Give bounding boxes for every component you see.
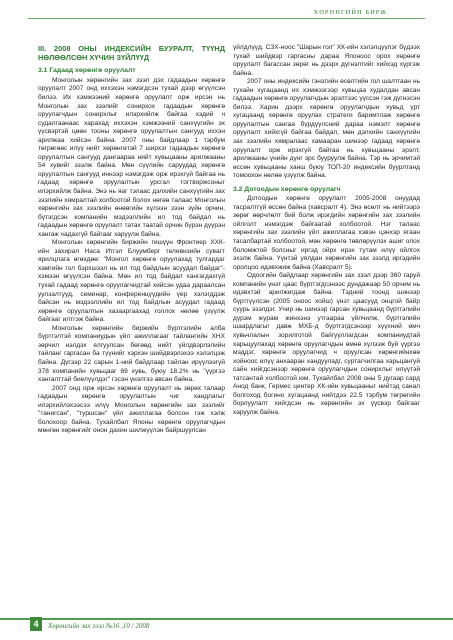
paragraph: үйлдлүүд. СЗХ-ноос "Шарын гол" ХК-ийн хэлэлцүүлэг бүдээх тухай шийдвэр гаргасны дараа Японоос орох хөрөнгө оруулалт багассан зөрөг нь дээрх дүгнэлтийг хийхэд хүргэж байна. bbox=[233, 44, 420, 77]
page-number: 4 bbox=[30, 617, 42, 631]
section-heading: III. 2008 ОНЫ ИНДЕКСИЙН БУУРАЛТ, ТҮҮНД НӨЛӨӨЛСӨН ХҮЧИН ЗҮЙЛҮҮД bbox=[38, 44, 225, 63]
page-footer bbox=[0, 604, 453, 640]
paragraph: Монголын хөрөнгийн зах зээл дэх гадаадын хөрөнгө оруулалт 2007 онд иххэхэн нэмэгдсэн тухай дээр өгүүлсэн билээ. Их хэмжээний хөрөнгө оруулалт орж ирсэн нь Монголын зах зээлийг сонирхох гадаадын хөрөнгө оруулагчдын сонирхлыг илэрхийлж байгаа хэдий ч судалгаанаас харахад иххэхэн хэмжээний санхүүгийн эх үүсвэртэй цөөн тооны хөрөнгө оруулалтын сангууд иххэн арилжаа хийсэн байна. 2007 оны байдлаар 1 тэрбум төгрөгөөс илүү нийт хөрөнгөтэй 7 ширхэг гадаадын хөрөнгө оруулалтын сангууд дангаараа нийт хувьцааны арилжааны 54 хувийг эзэлж байна. Мөн сүүлийн саруудад хөрөнгө оруулалтын сангууд иннээр нэмэгдэж орж ирэхгүй байгаа нь гадаад хөрөнгө оруулалтын урсгал тогтворжсоныг илэрхийлж байна. Энэ нь яаг тэлаас дэлхийн санхүүгийн зах зээлийн хямралтай холбоотой болох нөгөө талаас Монголын хөрөнгийн зах зээлийн өнөөгийн хүлээн зээн зүйн орчин, бүтэгдсэн компанийн мэдээллийн ил тод байдал нь гадаадын хөрөнгө оруулалт татах таатай орчин бүрэн дүүрэн хангаж чадахгүй байгааг харуулж байна. bbox=[38, 76, 225, 238]
header-title: ХӨРӨНГИЙН БИРЖ bbox=[308, 9, 394, 16]
paragraph: 2007 онд орж ирсэн хөрөнгө оруулалт нь зөрөх талаар гадаадын хөрөнгө оруулалтын чиг хандлагыг илэрхийлэхээсээ илүү Монголын хөрөнгийн зах зээлийг "танигсан", "туршсан" үйл ажиллагаа болсон гэж хэлж болохоор байна. Тухайлбал Японы хөрөнгө оруулагчдын мөнгөн хөрөнгийг онон дахин шилжүүлэн байршуулсан bbox=[38, 384, 225, 435]
page-header bbox=[0, 0, 453, 32]
publication-title: Хөрөнгийн зах зээл №16 ,10 / 2008 bbox=[48, 622, 150, 630]
footer-rule bbox=[0, 618, 453, 620]
paragraph: Монголын хөрөнгийн биржийн бүртгэлийн алба бүртгэлтэй компаниудын үйл ажиллагааг тайлангийн ХНХ зөрчил нэлдэх ялгуулсан бөгөөд нийт үйлдвэрлэлийн тайланг гаргасан ба түүнийг хэрхэн шийдвэрлэхээ хэлэлцэж байна. Дүгээр 22 сарын 1-ний байдлаар тайлан ирүүлээгүй 378 компанийн хувьцааг 69 хувь, буюу 18.2% нь "үүргээ хангалттай биелүүлдэг" гэсэн үнэлгээ авсан байна. bbox=[38, 324, 225, 384]
paragraph: Монголын хөрөнгийн биржийн гишүүн Фронтиер ХХК-ийн захирал Наса Итгэл Блуумберг телевизийн сувагт ярилцлага өгөхдөө: "Монгол хөрөнгө оруулахад тулгардаг хамгийн гол бэрхшээл нь ил тод байдлын асуудал байдаг"-хэмээн өгүүлсэн байна. Мөн ил тод байдал хангагдахгүй тухай гадаад хөрөнгө оруулагчидтай хийсэн удаа дараалсан уулзалтууд, семинар, конференцүүдийн үер хэлэгддэж байсан нь мэдээллийн ил тод байдлын асуудал гадаад хөрөнгө оруулалтын хазааргаахад голлох нөлөө үзүүлж байгааг илтгэж байна. bbox=[38, 239, 225, 324]
paragraph: Дотоодын хөрөнгө оруулалт 2005-2008 онуудад тасралтгүй өссөн байна (хавсралт 4). Энэ өсөлт нь нийтээрэ зөрөг өөрчлөлт бий болж ирэгдийн хөрөнгийн зах зээлийн ойлголт нэмэгдэж байгаатай холбоотой. Нэг талаас хөрөнгийн зах зээлийн үйл ажиллагаа хэвэн цэнхэр ягаан тасалбартай холбоотой, мөн хөрөнгө төвлөрүүлэх ашиг олох боломжтой болсныг иргэд ойрх ирэх тутам илүү ойлгох эхэлж байна. Үүнтэй уялдан хөрөнгийн зах зээлд иргэдийн оролцоо идэвхжиж байна (Хавсралт 5). bbox=[233, 195, 420, 271]
header-rule bbox=[28, 18, 425, 19]
paragraph: Одоогийн байдлаар хөрөнгийн зах зээл дээр 360 гаруй компанийн үнэт цаас бүртгэгдсэнээс дундажаар 50 орчим нь идэвхтэй арилжигдаж байна. Тэдний тоонд шинээр бүртгүүлсэн (2005 оноос хойш) үнэт цаасууд онцгой байр суурь эзэлдэг. Учир нь шинээр гарсан хувьцаанд бүртгэлийн дүрэм журам жинхэнэ утгаараа үйлчилж, бүртгэлийн шаардлагыг давж МХБ-д бүртгэгдсэнээр хүүхний өмч хувьчлалын зорилготой байгууллагдсан компаниудтай харьцуулахад хөрөнгө оруулагчдын өмнө хүлээж буй үүргээ мэддэг, хөрөнгө оруулагчид ч оруулсан хөрөнгийнхөө хойноос илүү анхааран хандууладг, суртагчилгаа харьцангуй сайн хийгдсэнээр хөрөнгө оруулагчдын сонирхлыг илүүтэй татсантай холбоотой юм. Тухайлбал 2008 оны 5 дугаар сард Анод банк, Гермес центер ХК-ийн хувьцааныг нийтэд санал болгоход богино хугацаанд нийтдээ 22.5 тэрбум төгрөгийн борлуулалт хийгдсэн нь хөрөнгийн эх үүсвэр байгааг харуулж байна. bbox=[233, 272, 420, 416]
left-column bbox=[38, 44, 225, 436]
subsection-heading-foreign-investment: 3.1 Гадаад хөрөнгө оруулалт bbox=[38, 67, 136, 75]
right-column bbox=[233, 44, 420, 417]
subsection-heading-domestic-investor: 3.2 Дотоодын хөрөнгө оруулагч bbox=[233, 185, 341, 193]
paragraph: 2007 оны индексийн гэнэтийн өсөлтийн гол шалтгаан нь тухайн хугацаанд их хэмжээгээр хувьцаа худалдан авсан гадаадын хөрөнгө оруулагчдын эрэлтээс үүссэн гэж дүгнэсэн билээ. Харин дээрх хөрөнгө оруулагчдын хувьд үрт хугацаанд хөрөнгө оруулах стратеги баримтлаж хөрөнгө оруулалтын сангаа бүрдүүлсний дараа нэмэлт хөрөнгө оруулалт хийхгүй байгаа байдал, мөн дэлхийн санхүүгийн зах зээлийн хямралаас хамааран шинээр гадаад хөрөнгө оруулалт орж ирэхгүй байгаа нь хувьцааны эрэлт, арилжааны үнийн дүнг эрс бууруулж байна. Тэр нь эрчимтэй өссөн хувьцааны ханш буюу ТОП-20 индексийн буурлтанд томоохон нөлөө үзүүлж байна. bbox=[233, 78, 420, 180]
